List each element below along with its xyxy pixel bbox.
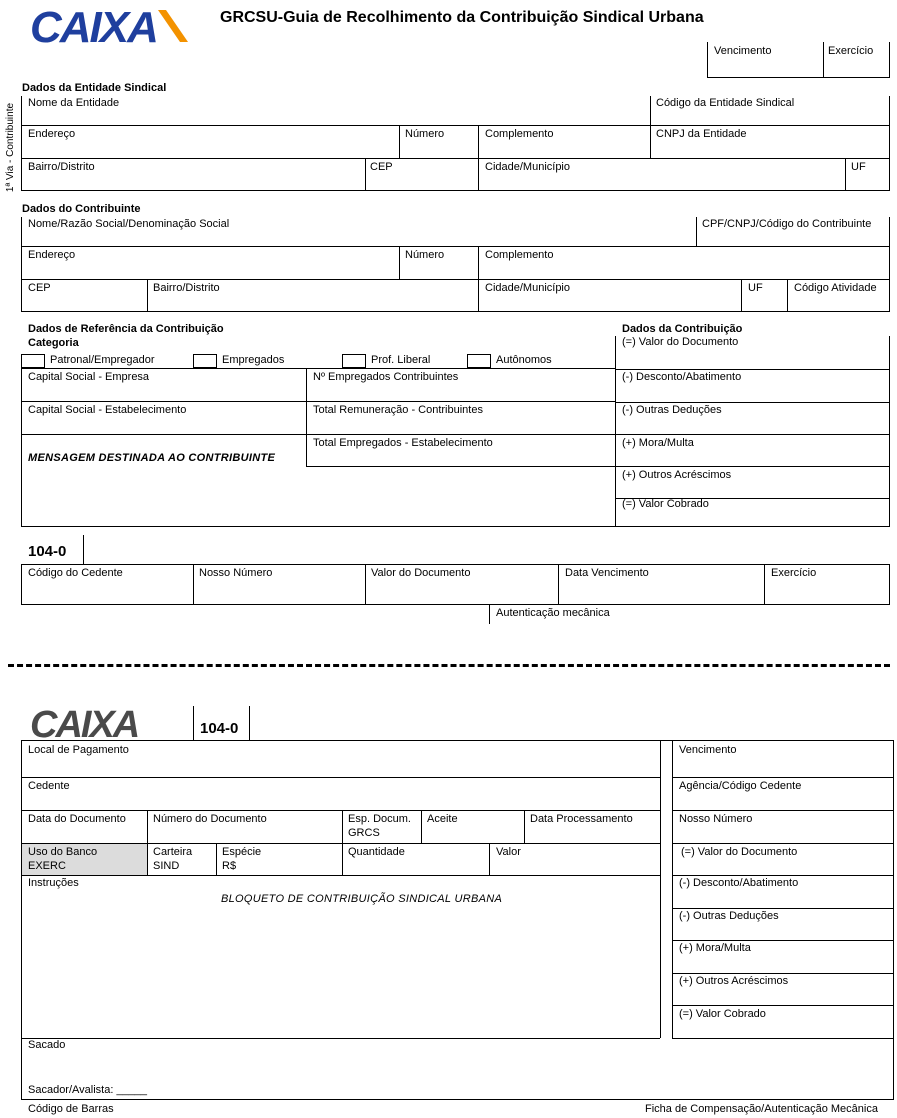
caixa-logo-text: CAIXA <box>30 6 157 46</box>
caixa-logo <box>30 6 216 46</box>
entidade-uf-label: UF <box>851 161 866 173</box>
capital-estab-label: Capital Social - Estabelecimento <box>28 404 187 416</box>
recibo-exercicio-label: Exercício <box>771 567 817 579</box>
entidade-bairro-label: Bairro/Distrito <box>28 161 95 173</box>
ficha-codigo-barras-label: Código de Barras <box>28 1103 114 1115</box>
ficha-valor-doc-label: (=) Valor do Documento <box>681 846 798 858</box>
entidade-endereco-label: Endereço <box>28 128 76 140</box>
opt-patronal-label: Patronal/Empregador <box>50 354 155 366</box>
opt-empregados-label: Empregados <box>222 354 285 366</box>
ficha-quantidade-label: Quantidade <box>348 846 405 858</box>
contribuinte-atividade-label: Código Atividade <box>794 282 877 294</box>
form-title-text: -Guia de Recolhimento da Contribuição Sindical Urbana <box>277 9 704 26</box>
contrib-valor-doc-label: (=) Valor do Documento <box>622 336 739 348</box>
cut-line <box>8 664 890 667</box>
ficha-cedente-label: Cedente <box>28 780 70 792</box>
top-exercicio-label: Exercício <box>828 45 874 57</box>
total-rem-label: Total Remuneração - Contribuintes <box>313 404 483 416</box>
contribuicao-section-title: Dados da Contribuição <box>622 323 743 335</box>
categoria-label: Categoria <box>28 337 79 349</box>
checkbox-patronal[interactable] <box>21 354 45 368</box>
entidade-cep-label: CEP <box>370 161 393 173</box>
ficha-deducoes-label: (-) Outras Deduções <box>679 910 779 922</box>
side-label: 1ª Via - Contribuinte <box>5 102 17 193</box>
capital-empresa-label: Capital Social - Empresa <box>28 371 150 383</box>
ficha-vencimento-label: Vencimento <box>679 744 737 756</box>
ficha-carteira-value: SIND <box>153 860 180 872</box>
entidade-codigo-label: Código da Entidade Sindical <box>656 97 795 109</box>
recibo-data-venc-label: Data Vencimento <box>565 567 649 579</box>
contrib-cobrado-label: (=) Valor Cobrado <box>622 498 709 510</box>
ficha-cobrado-label: (=) Valor Cobrado <box>679 1008 766 1020</box>
contribuinte-endereco-label: Endereço <box>28 249 76 261</box>
contribuinte-cep-label: CEP <box>28 282 51 294</box>
contrib-acrescimos-label: (+) Outros Acréscimos <box>622 469 732 481</box>
contribuinte-numero-label: Número <box>405 249 445 261</box>
caixa-logo-bottom-text: CAIXA <box>30 706 139 740</box>
entidade-numero-label: Número <box>405 128 445 140</box>
opt-autonomos-label: Autônomos <box>496 354 552 366</box>
entidade-cnpj-label: CNPJ da Entidade <box>656 128 747 140</box>
recibo-cedente-label: Código do Cedente <box>28 567 123 579</box>
checkbox-empregados[interactable] <box>193 354 217 368</box>
ficha-valor-label: Valor <box>496 846 521 858</box>
recibo-autenticacao-label: Autenticação mecânica <box>496 607 610 619</box>
bank-code-top: 104-0 <box>28 543 67 560</box>
ficha-data-proc-label: Data Processamento <box>530 813 633 825</box>
ficha-uso-banco-label: Uso do Banco <box>28 846 98 858</box>
mensagem-contribuinte: MENSAGEM DESTINADA AO CONTRIBUINTE <box>28 452 276 464</box>
contribuinte-cidade-label: Cidade/Município <box>485 282 570 294</box>
ficha-esp-doc-label: Esp. Docum. <box>348 813 411 825</box>
total-emp-label: Total Empregados - Estabelecimento <box>313 437 493 449</box>
contrib-desconto-label: (-) Desconto/Abatimento <box>622 371 742 383</box>
ficha-mora-label: (+) Mora/Multa <box>679 942 751 954</box>
contribuinte-cpf-label: CPF/CNPJ/Código do Contribuinte <box>702 218 872 230</box>
checkbox-prof-liberal[interactable] <box>342 354 366 368</box>
contribuinte-uf-label: UF <box>748 282 763 294</box>
n-empregados-label: Nº Empregados Contribuintes <box>313 371 459 383</box>
checkbox-autonomos[interactable] <box>467 354 491 368</box>
opt-prof-liberal-label: Prof. Liberal <box>371 354 431 366</box>
contribuinte-nome-label: Nome/Razão Social/Denominação Social <box>28 218 230 230</box>
contrib-deducoes-label: (-) Outras Deduções <box>622 404 722 416</box>
entidade-nome-label: Nome da Entidade <box>28 97 120 109</box>
contribuinte-bairro-label: Bairro/Distrito <box>153 282 220 294</box>
ficha-especie-value: R$ <box>222 860 237 872</box>
ficha-desconto-label: (-) Desconto/Abatimento <box>679 877 799 889</box>
form-code: GRCSU <box>220 9 278 26</box>
entidade-cidade-label: Cidade/Município <box>485 161 570 173</box>
contribuinte-section-title: Dados do Contribuinte <box>22 203 141 215</box>
recibo-valor-label: Valor do Documento <box>371 567 471 579</box>
ficha-aceite-label: Aceite <box>427 813 458 825</box>
ficha-local-label: Local de Pagamento <box>28 744 129 756</box>
recibo-nosso-label: Nosso Número <box>199 567 273 579</box>
contrib-mora-label: (+) Mora/Multa <box>622 437 694 449</box>
bank-code-bottom: 104-0 <box>200 720 239 737</box>
contribuinte-complemento-label: Complemento <box>485 249 554 261</box>
ficha-uso-banco-value: EXERC <box>28 860 66 872</box>
entidade-section-title: Dados da Entidade Sindical <box>22 82 167 94</box>
ficha-data-doc-label: Data do Documento <box>28 813 126 825</box>
ficha-agencia-label: Agência/Código Cedente <box>679 780 802 792</box>
ficha-sacador-label: Sacador/Avalista: _____ <box>28 1084 148 1096</box>
ficha-num-doc-label: Número do Documento <box>153 813 267 825</box>
referencia-section-title: Dados de Referência da Contribuição <box>28 323 224 335</box>
ficha-nosso-label: Nosso Número <box>679 813 753 825</box>
ficha-esp-doc-value: GRCS <box>348 827 380 839</box>
ficha-carteira-label: Carteira <box>153 846 193 858</box>
ficha-instrucoes-label: Instruções <box>28 877 79 889</box>
ficha-acrescimos-label: (+) Outros Acréscimos <box>679 975 789 987</box>
caixa-logo-bottom <box>30 706 180 740</box>
ficha-bloqueto-text: BLOQUETO DE CONTRIBUIÇÃO SINDICAL URBANA <box>221 893 503 905</box>
entidade-complemento-label: Complemento <box>485 128 554 140</box>
ficha-especie-label: Espécie <box>222 846 262 858</box>
top-vencimento-label: Vencimento <box>714 45 772 57</box>
ficha-sacado-label: Sacado <box>28 1039 66 1051</box>
form-title <box>220 9 704 27</box>
caixa-logo-mark <box>158 10 188 42</box>
ficha-compensacao-label: Ficha de Compensação/Autenticação Mecânica <box>645 1103 878 1115</box>
